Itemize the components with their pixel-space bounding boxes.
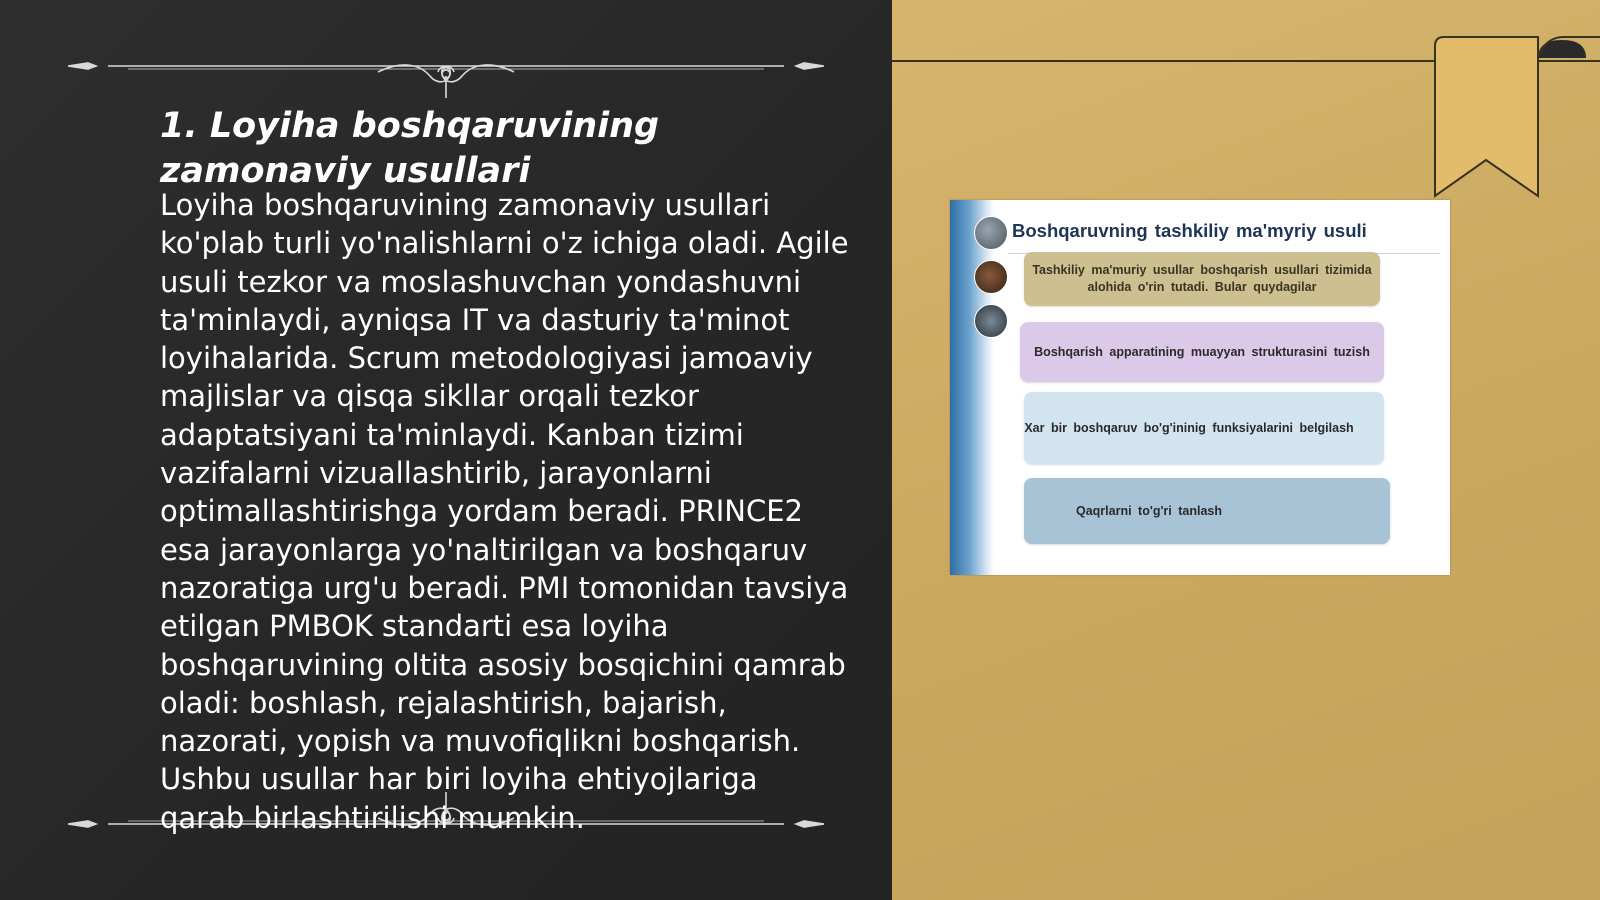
embedded-box-text: Boshqarish apparatining muayyan strukturasini tuzish — [1034, 344, 1370, 359]
embedded-box-text: Qaqrlarni to'g'ri tanlash — [1076, 503, 1222, 518]
embedded-box-structure — [1020, 322, 1384, 382]
top-ornament-divider — [68, 40, 824, 100]
embedded-slide-image — [950, 200, 1450, 575]
person-photo-icon — [974, 216, 1008, 250]
slide-title: 1. Loyiha boshqaruvining zamonaviy usullari — [160, 106, 660, 191]
embedded-slide-title: Boshqaruvning tashkiliy ma'myriy usuli — [1012, 220, 1367, 241]
bookmark-ribbon-icon — [1434, 36, 1600, 200]
person-photo-icon — [974, 260, 1008, 294]
embedded-box-text: Tashkiliy ma'muriy usullar boshqarish usullari tizimida alohida o'rin tutadi. Bular quydagilar — [1032, 263, 1372, 294]
embedded-box-functions — [1024, 392, 1384, 464]
embedded-box-text: Xar bir boshqaruv bo'g'ininig funksiyalarini belgilash — [1024, 420, 1354, 435]
slide-side-stripe — [950, 200, 994, 575]
slide-body-text: Loyiha boshqaruvining zamonaviy usullari ko'plab turli yo'nalishlarni o'z ichiga oladi. Agile usuli tezkor va moslashuvchan yondashuvni ta'minlaydi, ayniqsa IT va dasturiy ta'minot loyihalarida. Scrum metodologiyasi jamoaviy majlislar va qisqa sikllar orqali tezkor adaptatsiyani ta'minlaydi. Kanban tizimi vazifalarni vizuallashtirib, jarayonlarni optimallashtirishga yordam beradi. PRINCE2 esa jarayonlarga yo'naltirilgan va boshqaruv nazoratiga urg'u beradi. PMI tomonidan tavsiya etilgan PMBOK standarti esa loyiha boshqaruvining oltita asosiy bosqichini qamrab oladi: boshlash, rejalashtirish, bajarish, nazorati, yopish va muvofiqlikni boshqarish. Ushbu usullar har biri loyiha ehtiyojlariga qarab birlashtirilishi mumkin. — [160, 188, 849, 835]
embedded-box-intro — [1024, 252, 1380, 306]
embedded-box-personnel — [1024, 478, 1390, 544]
person-photo-icon — [974, 304, 1008, 338]
